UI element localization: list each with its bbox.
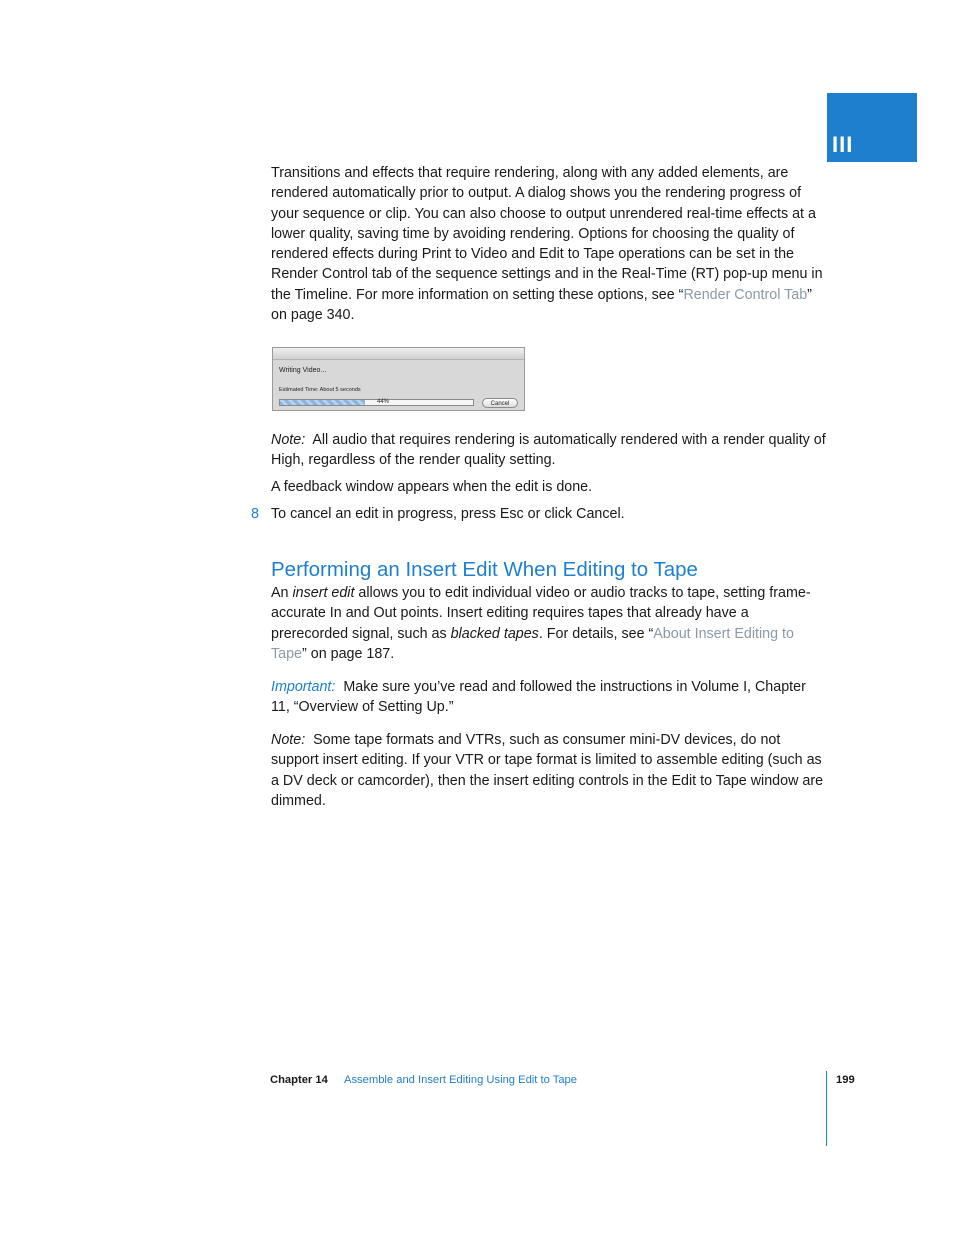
para2-text-1: An bbox=[271, 585, 293, 601]
about-insert-editing-link[interactable]: About Insert Editing to Tape bbox=[271, 625, 794, 662]
section-heading: Performing an Insert Edit When Editing to Tape bbox=[271, 558, 698, 581]
part-numeral: III bbox=[832, 132, 854, 157]
blacked-tapes-term: blacked tapes bbox=[450, 625, 539, 642]
footer-rule bbox=[826, 1071, 827, 1146]
step-text: To cancel an edit in progress, press Esc or click Cancel. bbox=[271, 506, 625, 522]
step-paragraph bbox=[271, 504, 827, 524]
dialog-title: Writing Video... bbox=[279, 367, 327, 374]
progress-bar bbox=[279, 399, 474, 406]
important-text: Make sure you’ve read and followed the instructions in Volume I, Chapter 11, “Overview of Setting Up.” bbox=[271, 679, 806, 716]
note-paragraph bbox=[271, 430, 827, 471]
important-label: Important: bbox=[271, 679, 336, 695]
para2-text-4: ” on page 187. bbox=[302, 645, 395, 662]
para2-text-3: . For details, see “ bbox=[538, 625, 654, 642]
chapter-tab bbox=[827, 93, 917, 162]
feedback-text: A feedback window appears when the edit is done. bbox=[271, 479, 593, 495]
footer-chapter: Chapter 14 bbox=[270, 1074, 328, 1086]
render-control-tab-link[interactable]: Render Control Tab bbox=[683, 286, 808, 303]
page-number: 199 bbox=[836, 1074, 855, 1086]
step-number: 8 bbox=[251, 506, 259, 522]
intro-paragraph bbox=[271, 163, 827, 325]
note2-text: Some tape formats and VTRs, such as consumer mini-DV devices, do not support insert editing. If your VTR or tape format is limited to assemble editing (such as a DV deck or camcorder), then the insert editing controls in the Edit to Tape window are dimmed. bbox=[271, 732, 824, 809]
note2-paragraph bbox=[271, 730, 827, 811]
para2-text-2: allows you to edit individual video or audio tracks to tape, setting frame-accurate In and Out points. Insert editing requires tapes that already have a prerecorded signal, such as bbox=[271, 585, 811, 642]
insert-edit-paragraph bbox=[271, 583, 827, 664]
intro-text: Transitions and effects that require rendering, along with any added elements, are rendered automatically prior to output. A dialog shows you the rendering progress of your sequence or clip. You can also choose to output unrendered real-time effects at a lower quality, saving time by avoiding rendering. Options for choosing the quality of rendered effects during Print to Video and Edit to Tape operations can be set in the Render Control tab of the sequence settings and in the Real-Time (RT) pop-up menu in the Timeline. For more information on setting these options, see “ bbox=[271, 165, 823, 303]
note-label: Note: bbox=[271, 432, 306, 448]
note2-label: Note: bbox=[271, 732, 306, 748]
dialog-titlebar bbox=[273, 348, 524, 360]
writing-video-dialog bbox=[272, 347, 525, 411]
progress-label: 44% bbox=[377, 399, 390, 405]
important-paragraph bbox=[271, 677, 827, 718]
cancel-button[interactable]: Cancel bbox=[482, 398, 518, 408]
note-text: All audio that requires rendering is automatically rendered with a render quality of High, regardless of the render quality setting. bbox=[271, 432, 826, 469]
progress-fill bbox=[280, 400, 365, 405]
dialog-estimate: Estimated Time: About 5 seconds bbox=[279, 387, 361, 393]
insert-edit-term: insert edit bbox=[292, 585, 355, 601]
footer-chapter-title: Assemble and Insert Editing Using Edit to Tape bbox=[344, 1074, 577, 1086]
feedback-paragraph bbox=[271, 477, 827, 497]
intro-text-end: ” on page 340. bbox=[271, 286, 812, 324]
